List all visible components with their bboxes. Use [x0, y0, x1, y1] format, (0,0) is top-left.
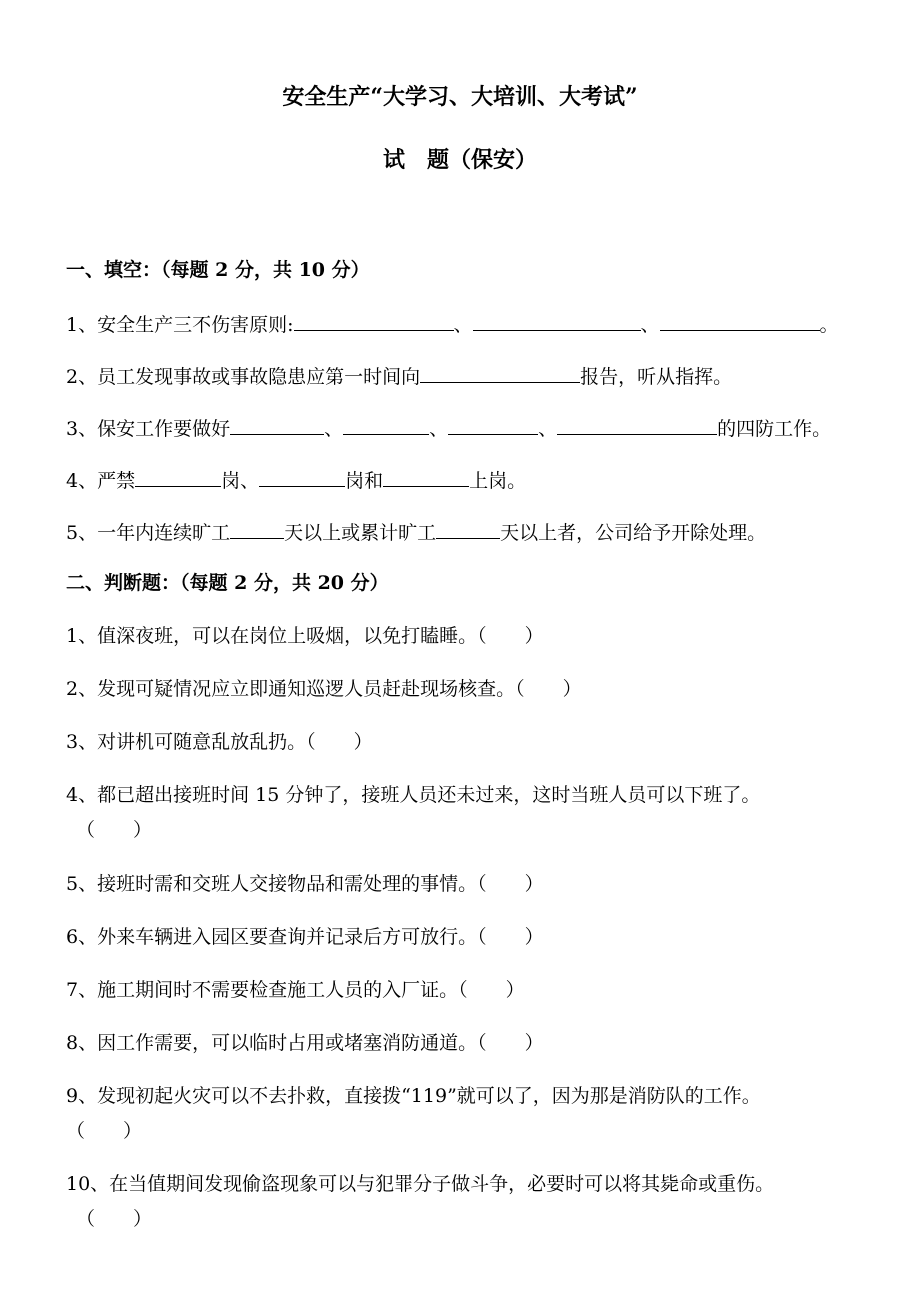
- fill-question-4: [66, 468, 526, 493]
- fill-question-5: [66, 520, 766, 545]
- answer-blank[interactable]: [557, 416, 717, 435]
- judge-question-6: 6、外来车辆进入园区要查询并记录后方可放行。（ ）: [66, 926, 544, 948]
- judge-answer-paren[interactable]: （ ）: [76, 819, 153, 841]
- answer-blank[interactable]: [259, 468, 345, 487]
- fill-question-2: [66, 364, 732, 389]
- fill-question-2-text: 2、员工发现事故或事故隐患应第一时间向: [66, 366, 421, 388]
- answer-blank[interactable]: [436, 520, 500, 539]
- separator: 、: [429, 418, 449, 440]
- judge-answer-paren[interactable]: （ ）: [66, 1120, 143, 1142]
- judge-answer-paren[interactable]: （ ）: [76, 1208, 153, 1230]
- judge-question-1: 1、值深夜班，可以在岗位上吸烟，以免打瞌睡。（ ）: [66, 625, 544, 647]
- fill-question-3: [66, 416, 831, 441]
- fill-question-4-tail: 上岗。: [469, 470, 527, 492]
- fill-question-4-part: 岗和: [345, 470, 384, 492]
- answer-blank[interactable]: [660, 312, 820, 331]
- judge-question-9: 9、发现初起火灾可以不去扑救，直接拨“119”就可以了，因为那是消防队的工作。: [66, 1085, 761, 1107]
- document-title: 安全生产“大学习、大培训、大考试”: [282, 84, 638, 110]
- separator: 、: [453, 314, 473, 336]
- judge-question-5: 5、接班时需和交班人交接物品和需处理的事情。（ ）: [66, 873, 544, 895]
- answer-blank[interactable]: [448, 416, 538, 435]
- fill-question-1-text: 1、安全生产三不伤害原则:: [66, 314, 294, 336]
- document-subtitle: 试 题（保安）: [382, 147, 537, 173]
- judge-question-7: 7、施工期间时不需要检查施工人员的入厂证。（ ）: [66, 979, 525, 1001]
- fill-question-5-part: 天以上或累计旷工: [284, 522, 437, 544]
- separator: 。: [819, 314, 839, 336]
- fill-question-5-text: 5、一年内连续旷工: [66, 522, 231, 544]
- section-heading-fill-blank: 一、填空：（每题 2 分，共 10 分）: [66, 259, 370, 281]
- judge-question-10: 10、在当值期间发现偷盗现象可以与犯罪分子做斗争，必要时可以将其毙命或重伤。: [66, 1173, 775, 1195]
- answer-blank[interactable]: [230, 416, 324, 435]
- answer-blank[interactable]: [230, 520, 284, 539]
- judge-question-3: 3、对讲机可随意乱放乱扔。（ ）: [66, 731, 373, 753]
- answer-blank[interactable]: [135, 468, 221, 487]
- fill-question-1: [66, 312, 839, 337]
- fill-question-3-text: 3、保安工作要做好: [66, 418, 231, 440]
- separator: 、: [324, 418, 344, 440]
- judge-question-8: 8、因工作需要，可以临时占用或堵塞消防通道。（ ）: [66, 1032, 544, 1054]
- separator: 、: [538, 418, 558, 440]
- fill-question-4-part: 岗、: [221, 470, 260, 492]
- answer-blank[interactable]: [294, 312, 454, 331]
- section-heading-true-false: 二、判断题：（每题 2 分，共 20 分）: [66, 572, 389, 594]
- judge-question-4: 4、都已超出接班时间 15 分钟了，接班人员还未过来，这时当班人员可以下班了。: [66, 784, 761, 806]
- answer-blank[interactable]: [420, 364, 580, 383]
- fill-question-2-tail: 报告，听从指挥。: [580, 366, 733, 388]
- fill-question-4-text: 4、严禁: [66, 470, 136, 492]
- judge-question-2: 2、发现可疑情况应立即通知巡逻人员赶赴现场核查。（ ）: [66, 678, 582, 700]
- fill-question-3-tail: 的四防工作。: [717, 418, 832, 440]
- answer-blank[interactable]: [343, 416, 429, 435]
- answer-blank[interactable]: [383, 468, 469, 487]
- fill-question-5-tail: 天以上者，公司给予开除处理。: [500, 522, 767, 544]
- separator: 、: [640, 314, 660, 336]
- answer-blank[interactable]: [473, 312, 641, 331]
